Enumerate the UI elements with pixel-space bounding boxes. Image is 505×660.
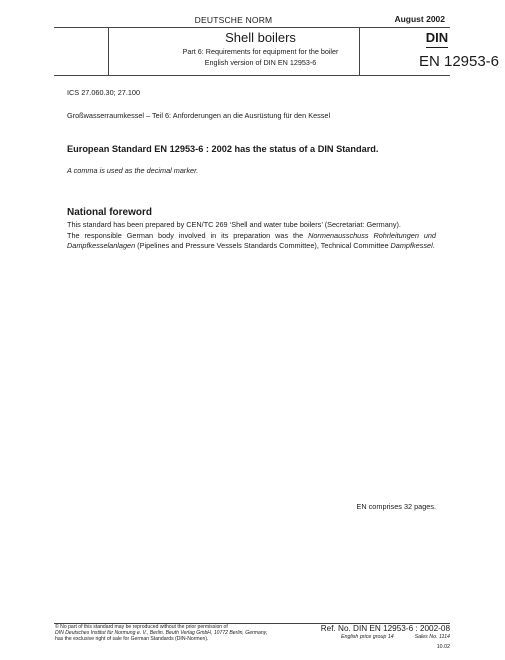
din-logo-underline [426,47,448,48]
norm-label: DEUTSCHE NORM [194,15,273,25]
din-logo-text: DIN [425,30,449,45]
document-title: Shell boilers [225,30,296,45]
status-statement: European Standard EN 12953-6 : 2002 has the status of a DIN Standard. [67,144,379,154]
reference-number: Ref. No. DIN EN 12953-6 : 2002-08 [320,624,450,633]
ics-code: ICS 27.060.30; 27.100 [67,88,141,97]
document-subtitle-version: English version of DIN EN 12953-6 [204,58,317,67]
publication-date: August 2002 [394,14,445,24]
edition-code: 10.02 [436,644,450,650]
sales-number: Sales No. 1114 [414,634,450,640]
decimal-marker-note: A comma is used as the decimal marker. [67,166,199,175]
title-block [54,27,500,76]
german-title: Großwasserraumkessel – Teil 6: Anforderungen an die Ausrüstung für den Kessel [67,111,331,120]
foreword-p2-committee: Normenausschuss Rohrleitungen und Dampfkesselanlagen [67,231,436,251]
price-group: English price group 14 [341,634,394,640]
document-subtitle-part: Part 6: Requirements for equipment for the boiler [182,47,339,56]
foreword-p2-technical-committee: Dampfkessel [390,241,433,251]
foreword-p2-text-c: . [432,241,435,251]
din-logo-icon [424,31,450,49]
copyright-line-1: © No part of this standard may be reproduced without the prior permission of [55,624,228,630]
standard-number: EN 12953-6 [418,53,500,70]
page-count: EN comprises 32 pages. [356,502,436,511]
foreword-p2-text-b: (Pipelines and Pressure Vessels Standards Committee), Technical Committee [135,241,391,251]
copyright-notice [55,625,295,643]
copyright-line-3: has the exclusive right of sale for German Standards (DIN-Normen). [55,635,209,642]
foreword-paragraph-1: This standard has been prepared by CEN/TC 269 ‘Shell and water tube boilers’ (Secretariat: Germany). [67,220,401,229]
foreword-p2-text-a: The responsible German body involved in its preparation was the [67,231,309,240]
foreword-paragraph-2 [67,231,436,252]
national-foreword-heading: National foreword [67,207,153,218]
copyright-line-2: DIN Deutsches Institut für Normung e. V., Berlin. Beuth Verlag GmbH, 10772 Berlin, Germany, [55,629,268,636]
